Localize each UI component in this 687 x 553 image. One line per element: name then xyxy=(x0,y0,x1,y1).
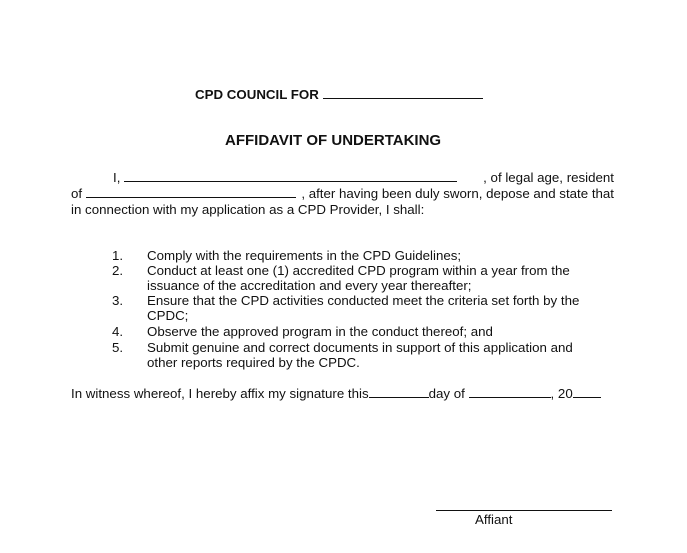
intro-l1-end: , of legal age, resident xyxy=(483,170,614,185)
witness-year: , 20 xyxy=(550,386,573,401)
document-title: AFFIDAVIT OF UNDERTAKING xyxy=(225,132,442,149)
witness-text: In witness whereof, I hereby affix my signature this xyxy=(71,386,369,401)
item-number: 4. xyxy=(112,324,124,339)
council-label: CPD COUNCIL FOR xyxy=(195,87,319,102)
list-item: Observe the approved program in the conduct thereof; and xyxy=(147,324,493,339)
list-item-cont: CPDC; xyxy=(147,308,189,323)
signature-line xyxy=(436,510,612,511)
list-item-cont: other reports required by the CPDC. xyxy=(147,355,360,370)
list-item: Ensure that the CPD activities conducted meet the criteria set forth by the xyxy=(147,293,580,308)
list-item: Comply with the requirements in the CPD Guidelines; xyxy=(147,248,462,263)
witness-line xyxy=(71,386,601,401)
item-number: 1. xyxy=(112,248,124,263)
item-number: 3. xyxy=(112,293,124,308)
list-item: Submit genuine and correct documents in support of this application and xyxy=(147,340,573,355)
year-blank xyxy=(573,386,601,398)
intro-line-1 xyxy=(71,170,614,185)
intro-i: I, xyxy=(113,170,121,185)
witness-day-of: day of xyxy=(428,386,465,401)
council-header xyxy=(195,87,483,102)
intro-line-3: in connection with my application as a CPD Provider, I shall: xyxy=(71,202,425,217)
item-number: 5. xyxy=(112,340,124,355)
day-blank xyxy=(369,386,429,398)
intro-line-2 xyxy=(71,186,614,201)
item-number: 2. xyxy=(112,263,124,278)
list-item: Conduct at least one (1) accredited CPD program within a year from the xyxy=(147,263,570,278)
council-blank xyxy=(323,87,483,99)
residence-blank xyxy=(86,186,296,198)
list-item-cont: issuance of the accreditation and every year thereafter; xyxy=(147,278,472,293)
intro-of: of xyxy=(71,186,83,201)
month-blank xyxy=(469,386,551,398)
intro-l2-end: , after having been duly sworn, depose and state that xyxy=(301,186,614,201)
affiant-label: Affiant xyxy=(475,512,513,527)
name-blank xyxy=(124,170,457,182)
